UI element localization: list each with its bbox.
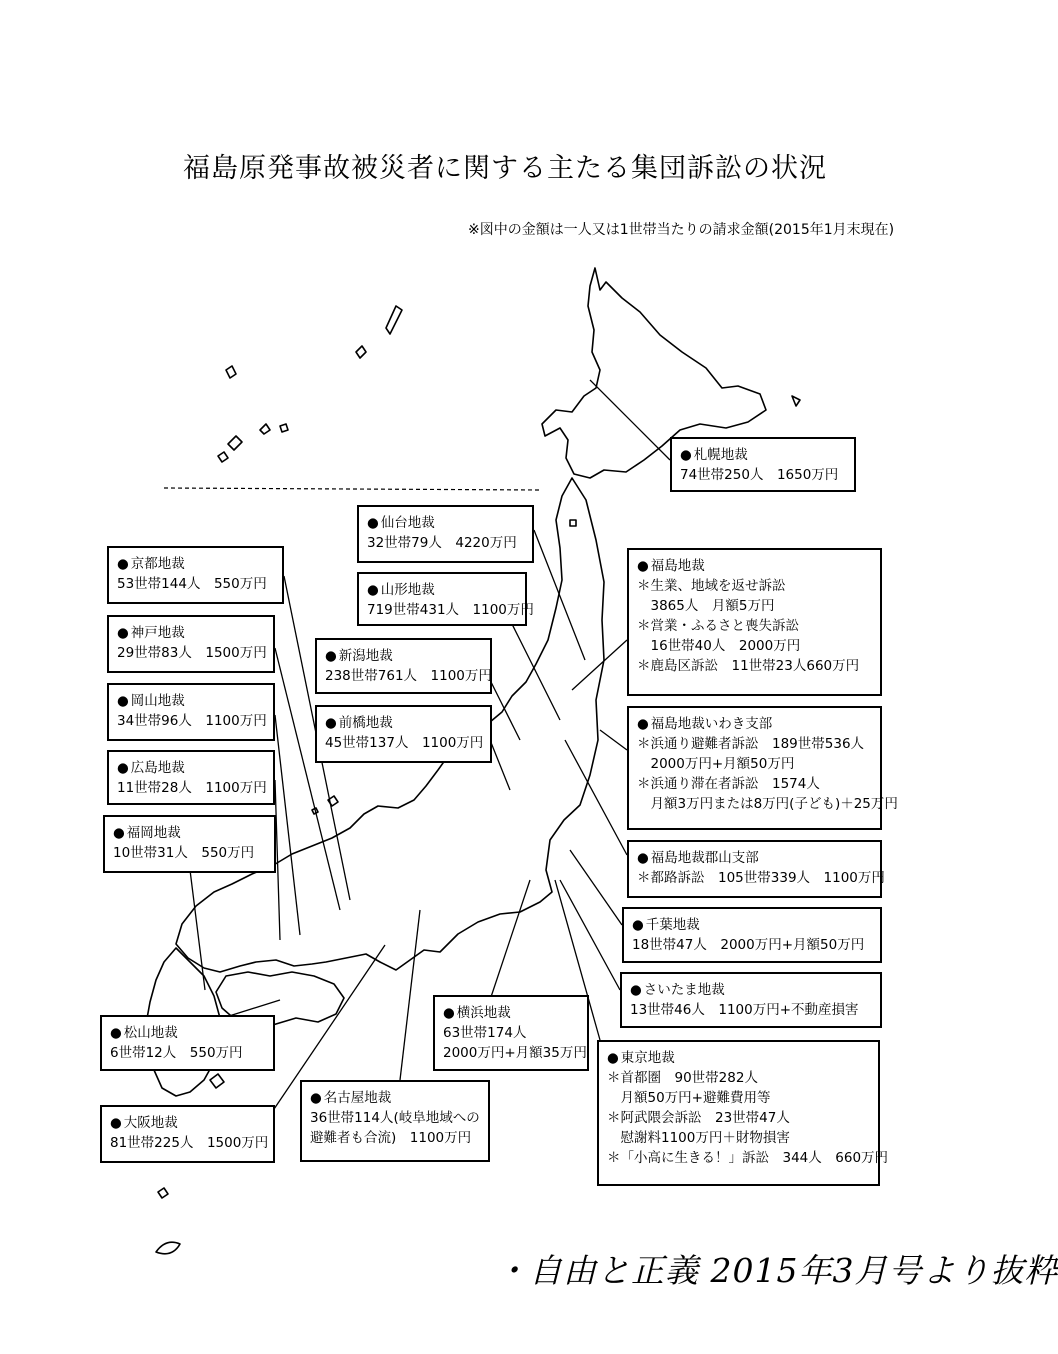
court-name: ● 千葉地裁 bbox=[632, 915, 872, 935]
court-detail-line: ＊営業・ふるさと喪失訴訟 bbox=[637, 618, 799, 634]
court-detail-line: 32世帯79人 4220万円 bbox=[367, 535, 517, 551]
court-detail-line: ＊生業、地域を返せ訴訟 bbox=[637, 578, 786, 594]
court-detail-line: 3865人 月額5万円 bbox=[637, 598, 775, 614]
court-box-hiroshima bbox=[107, 750, 275, 805]
court-name: ● 仙台地裁 bbox=[367, 513, 524, 533]
court-name: ● 山形地裁 bbox=[367, 580, 517, 600]
court-detail-line: ＊浜通り滞在者訴訟 1574人 bbox=[637, 776, 820, 792]
court-box-chiba bbox=[622, 907, 882, 963]
court-detail-line: 53世帯144人 550万円 bbox=[117, 576, 267, 592]
court-name: ● 前橋地裁 bbox=[325, 713, 482, 733]
court-detail-line: 81世帯225人 1500万円 bbox=[110, 1135, 269, 1151]
court-box-sendai bbox=[357, 505, 534, 563]
court-detail-line: 慰謝料1100万円＋財物損害 bbox=[607, 1130, 790, 1146]
court-name: ● 広島地裁 bbox=[117, 758, 265, 778]
court-detail-line: ＊「小高に生きる！」訴訟 344人 660万円 bbox=[607, 1150, 889, 1166]
court-box-osaka bbox=[100, 1105, 275, 1163]
court-name: ● 神戸地裁 bbox=[117, 623, 265, 643]
court-detail-line: 36世帯114人(岐阜地域への bbox=[310, 1110, 480, 1126]
source-note: ・自由と正義 2015年3月号より抜粋 bbox=[495, 1251, 1058, 1290]
court-box-saitama bbox=[620, 972, 882, 1028]
court-box-kobe bbox=[107, 615, 275, 673]
court-detail-line: 避難者も合流) 1100万円 bbox=[310, 1130, 472, 1146]
court-detail-line: 2000万円+月額35万円 bbox=[443, 1045, 587, 1061]
court-detail-line: 11世帯28人 1100万円 bbox=[117, 780, 267, 796]
court-detail-line: 34世帯96人 1100万円 bbox=[117, 713, 267, 729]
court-name: ● 福島地裁いわき支部 bbox=[637, 714, 872, 734]
court-detail-line: 18世帯47人 2000万円+月額50万円 bbox=[632, 937, 865, 953]
court-detail-line: 月額50万円+避難費用等 bbox=[607, 1090, 771, 1106]
court-detail-line: 63世帯174人 bbox=[443, 1025, 527, 1041]
court-name: ● 名古屋地裁 bbox=[310, 1088, 480, 1108]
court-name: ● 岡山地裁 bbox=[117, 691, 265, 711]
court-box-yamagata bbox=[357, 572, 534, 626]
court-box-iwaki bbox=[627, 706, 898, 830]
court-box-maebashi bbox=[315, 705, 492, 763]
court-detail-line: ＊阿武隈会訴訟 23世帯47人 bbox=[607, 1110, 790, 1126]
court-name: ● 京都地裁 bbox=[117, 554, 274, 574]
court-detail-line: ＊鹿島区訴訟 11世帯23人660万円 bbox=[637, 658, 860, 674]
court-detail-line: 10世帯31人 550万円 bbox=[113, 845, 255, 861]
court-detail-line: 719世帯431人 1100万円 bbox=[367, 602, 534, 618]
court-box-sapporo bbox=[670, 437, 856, 492]
court-detail-line: 45世帯137人 1100万円 bbox=[325, 735, 484, 751]
court-box-yokohama bbox=[433, 995, 589, 1071]
court-detail-line: ＊首都圏 90世帯282人 bbox=[607, 1070, 758, 1086]
court-box-fukuoka bbox=[103, 815, 276, 873]
amount-note: ※図中の金額は一人又は1世帯当たりの請求金額(2015年1月末現在) bbox=[468, 222, 895, 238]
court-box-niigata bbox=[315, 638, 492, 694]
court-name: ● 松山地裁 bbox=[110, 1023, 265, 1043]
court-detail-line: ＊都路訴訟 105世帯339人 1100万円 bbox=[637, 870, 885, 886]
court-name: ● 福島地裁郡山支部 bbox=[637, 848, 872, 868]
court-box-tokyo bbox=[597, 1040, 889, 1186]
court-box-matsuyama bbox=[100, 1015, 275, 1071]
court-name: ● 大阪地裁 bbox=[110, 1113, 265, 1133]
court-name: ● 新潟地裁 bbox=[325, 646, 482, 666]
court-name: ● 福岡地裁 bbox=[113, 823, 266, 843]
court-box-fukushima bbox=[627, 548, 882, 696]
court-detail-line: 29世帯83人 1500万円 bbox=[117, 645, 267, 661]
court-box-koriyama bbox=[627, 840, 885, 898]
court-detail-line: 16世帯40人 2000万円 bbox=[637, 638, 801, 654]
court-detail-line: 月額3万円または8万円(子ども)＋25万円 bbox=[637, 796, 898, 812]
court-detail-line: 74世帯250人 1650万円 bbox=[680, 467, 839, 483]
court-name: ● 横浜地裁 bbox=[443, 1003, 579, 1023]
court-box-kyoto bbox=[107, 546, 284, 604]
court-name: ● 東京地裁 bbox=[607, 1048, 870, 1068]
court-detail-line: 2000万円+月額50万円 bbox=[637, 756, 795, 772]
court-detail-line: 238世帯761人 1100万円 bbox=[325, 668, 492, 684]
court-name: ● 福島地裁 bbox=[637, 556, 872, 576]
court-detail-line: 6世帯12人 550万円 bbox=[110, 1045, 243, 1061]
page-title: 福島原発事故被災者に関する主たる集団訴訟の状況 bbox=[183, 153, 827, 184]
court-name: ● 札幌地裁 bbox=[680, 445, 846, 465]
court-detail-line: ＊浜通り避難者訴訟 189世帯536人 bbox=[637, 736, 865, 752]
court-name: ● さいたま地裁 bbox=[630, 980, 872, 1000]
court-box-nagoya bbox=[300, 1080, 490, 1162]
court-detail-line: 13世帯46人 1100万円+不動産損害 bbox=[630, 1002, 859, 1018]
court-box-okayama bbox=[107, 683, 275, 741]
